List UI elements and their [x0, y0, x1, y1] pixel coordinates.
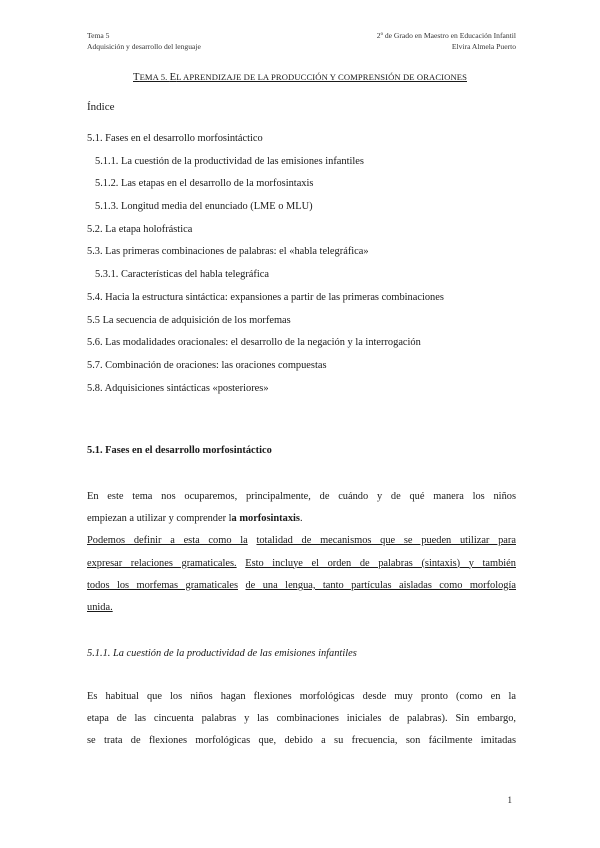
bold-term: a morfosintaxis	[231, 513, 300, 525]
title-part-2: L APRENDIZAJE DE LA PRODUCCIÓN Y COMPRENSIÓN DE ORACIONES	[176, 72, 467, 82]
paragraph-line: etapa de las cincuenta palabras y las combinaciones iniciales de palabras). Sin embargo,	[87, 713, 516, 725]
toc-item[interactable]: 5.8. Adquisiciones sintácticas «posteriores»	[87, 382, 269, 394]
paragraph-line	[87, 579, 516, 601]
toc-item[interactable]: 5.1.2. Las etapas en el desarrollo de la morfosintaxis	[95, 178, 314, 190]
document-title	[0, 72, 600, 83]
header-course-subject: Adquisición y desarrollo del lenguaje	[87, 42, 201, 51]
title-cap-t: T	[133, 72, 140, 83]
header-right	[377, 30, 516, 52]
intro-paragraph	[87, 490, 516, 623]
toc-item[interactable]: 5.5 La secuencia de adquisición de los morfemas	[87, 314, 291, 326]
paragraph-line	[87, 512, 516, 534]
header-left	[87, 30, 201, 52]
underlined-text: expresar relaciones gramaticales.	[87, 557, 237, 569]
paragraph-line: En este tema nos ocuparemos, principalmente, de cuándo y de qué manera los niños	[87, 491, 516, 502]
toc-item[interactable]: 5.3.1. Características del habla telegráfica	[95, 269, 269, 281]
header-author: Elvira Almela Puerto	[451, 42, 516, 51]
underlined-text: totalidad de mecanismos que se pueden utilizar para	[256, 535, 516, 547]
index-heading: Índice	[87, 101, 115, 113]
header-degree: 2º de Grado en Maestro en Educación Infantil	[376, 31, 516, 40]
table-of-contents	[87, 132, 527, 404]
paragraph-line	[87, 601, 516, 623]
paragraph-line	[87, 534, 516, 556]
toc-item[interactable]: 5.4. Hacia la estructura sintáctica: expansiones a partir de las primeras combinaciones	[87, 291, 444, 303]
header-course-topic: Tema 5	[87, 31, 110, 40]
body-paragraph	[87, 690, 516, 757]
underlined-text: Esto incluye el orden de palabras (sintaxis) y también	[245, 557, 516, 569]
underlined-text: todos los morfemas gramaticales	[87, 579, 239, 591]
page-number: 1	[507, 795, 512, 805]
toc-item[interactable]: 5.1.3. Longitud media del enunciado (LME o MLU)	[95, 201, 313, 213]
toc-item[interactable]: 5.6. Las modalidades oracionales: el desarrollo de la negación y la interrogación	[87, 337, 421, 349]
underlined-text: de una lengua, tanto partículas aisladas como morfología	[245, 579, 517, 591]
line-text: .	[299, 513, 303, 525]
title-part-1: EMA 5.	[139, 72, 170, 82]
paragraph-line	[87, 557, 516, 579]
paragraph-line: Es habitual que los niños hagan flexiones morfológicas desde muy pronto (como en la	[87, 691, 516, 702]
title-cap-e: E	[169, 72, 177, 83]
toc-item[interactable]: 5.3. Las primeras combinaciones de palabras: el «habla telegráfica»	[87, 246, 369, 258]
subsection-heading: 5.1.1. La cuestión de la productividad de las emisiones infantiles	[87, 648, 357, 659]
line-text: empiezan a utilizar y comprender l	[87, 513, 232, 525]
toc-item[interactable]: 5.1.1. La cuestión de la productividad de las emisiones infantiles	[95, 155, 364, 167]
paragraph-line: se trata de flexiones morfológicas que, debido a su frecuencia, son fácilmente imitadas	[87, 735, 516, 747]
toc-item[interactable]: 5.7. Combinación de oraciones: las oraciones compuestas	[87, 359, 327, 371]
toc-item[interactable]: 5.2. La etapa holofrástica	[87, 223, 193, 235]
section-heading: 5.1. Fases en el desarrollo morfosintáctico	[87, 445, 272, 456]
underlined-text: Podemos definir a esta como la	[87, 535, 248, 547]
toc-item[interactable]: 5.1. Fases en el desarrollo morfosintáctico	[87, 133, 263, 144]
underlined-text: unida.	[87, 601, 113, 613]
